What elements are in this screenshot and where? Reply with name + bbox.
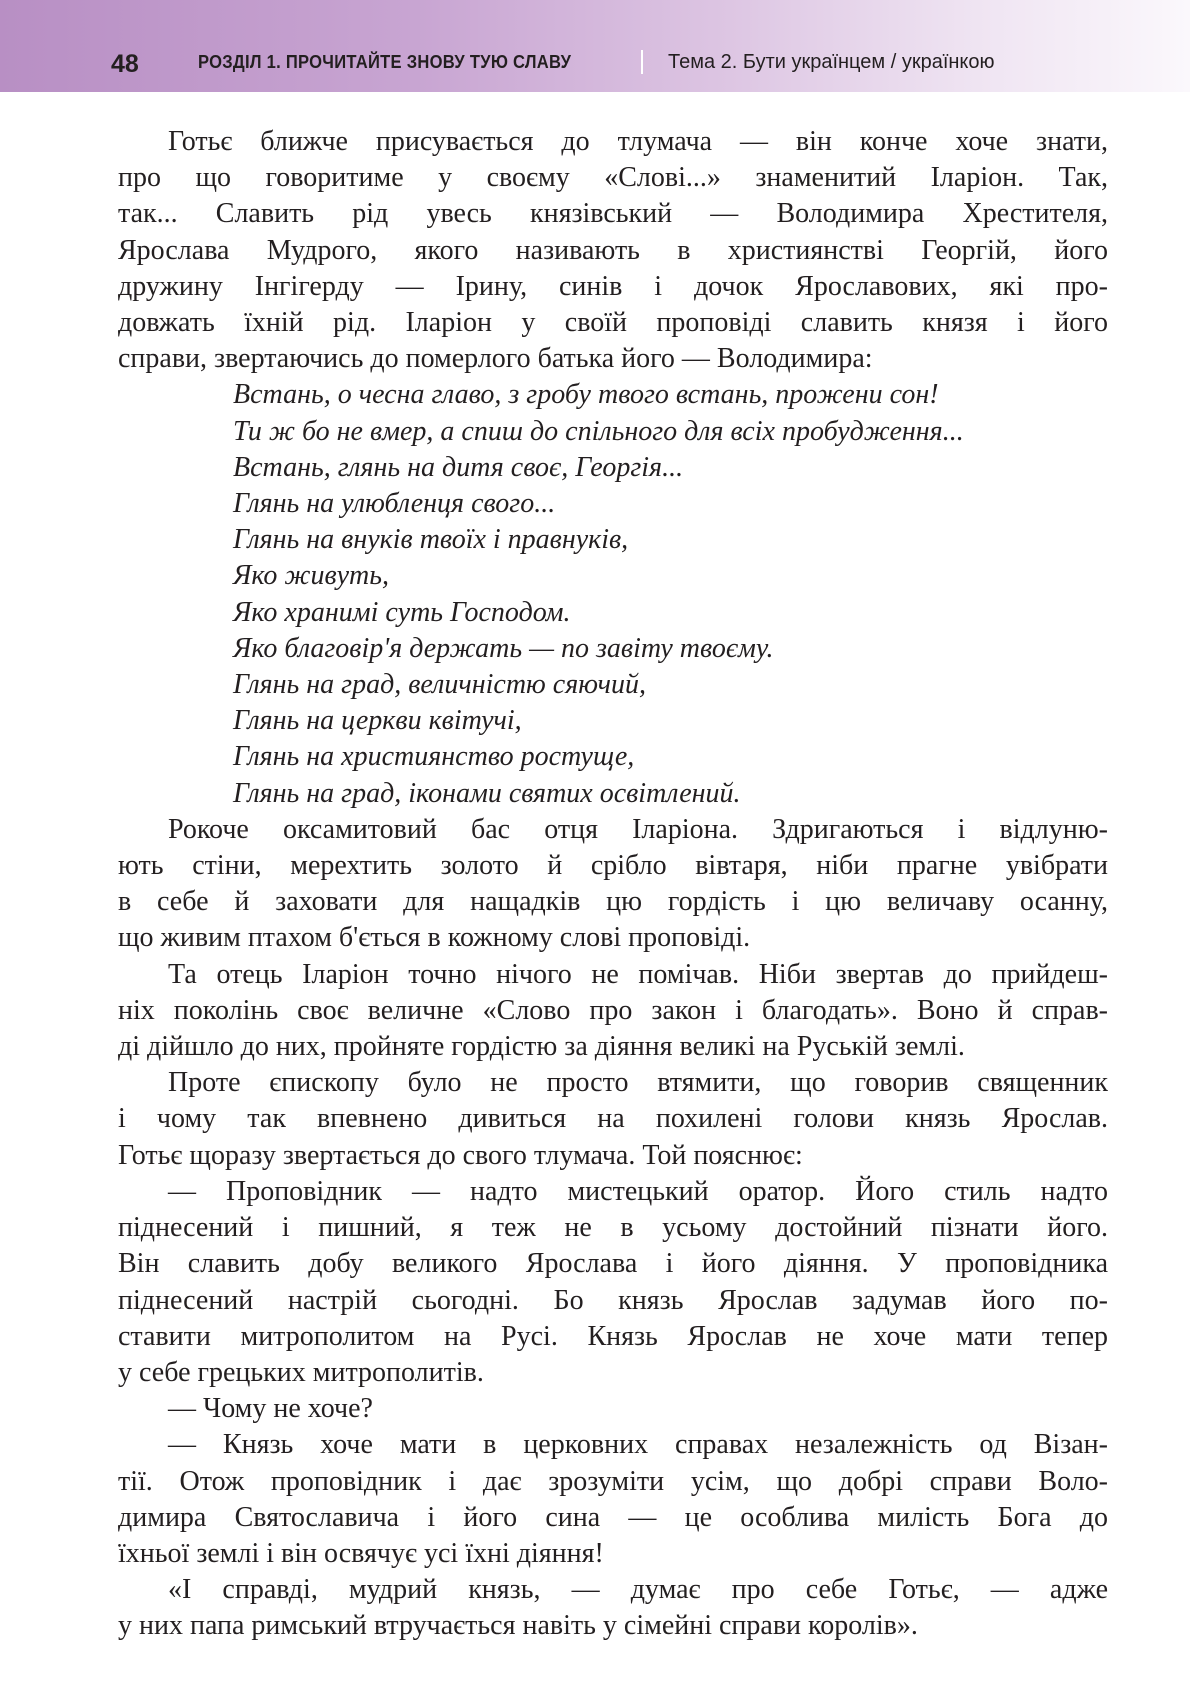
verse-line: Глянь на улюбленця свого... bbox=[233, 488, 556, 520]
paragraph-line: що живим птахом б'ється в кожному слові проповіді. bbox=[118, 922, 751, 954]
verse-line: Яко благовір'я держать — по завіту твоєму. bbox=[233, 632, 774, 664]
paragraph bbox=[118, 957, 1108, 1066]
paragraph-line: в себе й заховати для нащадків цю гордість і цю величаву осанну, bbox=[118, 886, 1108, 918]
sermon-verse bbox=[118, 377, 1108, 811]
paragraph-line: димира Святославича і його сина — це особлива милість Бога до bbox=[118, 1501, 1108, 1533]
paragraph-line: Він славить добу великого Ярослава і його діяння. У проповідника bbox=[118, 1248, 1108, 1280]
paragraph-line: «І справді, мудрий князь, — думає про себе Готьє, — адже bbox=[168, 1574, 1108, 1606]
paragraph bbox=[118, 1572, 1108, 1644]
verse-line: Глянь на град, величністю сяючий, bbox=[233, 669, 646, 701]
intro-paragraphs bbox=[118, 124, 1108, 377]
page-body bbox=[118, 124, 1108, 1645]
paragraph-line: у себе грецьких митрополитів. bbox=[118, 1356, 484, 1388]
paragraph-line: піднесений настрій сьогодні. Бо князь Ярослав задумав його по- bbox=[118, 1284, 1108, 1316]
verse-line: Встань, о чесна главо, з гробу твого встань, прожени сон! bbox=[233, 379, 939, 411]
verse-line: Ти ж бо не вмер, а спиш до спільного для всіх пробудження... bbox=[233, 415, 964, 447]
section-title: РОЗДІЛ 1. ПРОЧИТАЙТЕ ЗНОВУ ТУЮ СЛАВУ bbox=[198, 52, 572, 72]
verse-line: Яко живуть, bbox=[233, 560, 390, 592]
paragraph-line: тії. Отож проповідник і дає зрозуміти усім, що добрі справи Воло- bbox=[118, 1465, 1108, 1497]
paragraph-line: Готьє ближче присувається до тлумача — він конче хоче знати, bbox=[168, 126, 1108, 157]
page-number: 48 bbox=[111, 50, 139, 78]
paragraph-line: так... Славить рід увесь князівський — Володимира Хрестителя, bbox=[118, 198, 1108, 230]
paragraph-line: ніх поколінь своє величне «Слово про закон і благодать». Воно й справ- bbox=[118, 994, 1108, 1026]
paragraph-line: ставити митрополитом на Русі. Князь Ярослав не хоче мати тепер bbox=[118, 1320, 1108, 1352]
paragraph-line: ді дійшло до них, пройняте гордістю за діяння великі на Руській землі. bbox=[118, 1031, 965, 1063]
paragraph-line: справи, звертаючись до померлого батька його — Володимира: bbox=[118, 343, 873, 375]
paragraph bbox=[118, 1065, 1108, 1174]
topic-title: Тема 2. Бути українцем / українкою bbox=[668, 51, 995, 73]
paragraph-line: Та отець Іларіон точно нічого не помічав. Ніби звертав до прийдеш- bbox=[168, 958, 1108, 990]
paragraph-line: — Чому не хоче? bbox=[168, 1393, 373, 1425]
paragraph-line: у них папа римський втручається навіть у сімейні справи королів». bbox=[118, 1610, 918, 1642]
verse-line: Глянь на град, іконами святих освітлений. bbox=[233, 777, 741, 809]
paragraph-line: Рокоче оксамитовий бас отця Іларіона. Здригаються і відлуню- bbox=[168, 813, 1108, 845]
paragraph-line: піднесений і пишний, я теж не в усьому достойний пізнати його. bbox=[118, 1212, 1108, 1244]
paragraph-line: і чому так впевнено дивиться на похилені голови князь Ярослав. bbox=[118, 1103, 1108, 1135]
paragraph-line: Ярослава Мудрого, якого називають в християнстві Георгій, його bbox=[118, 234, 1108, 266]
paragraph-line: ють стіни, мерехтить золото й срібло вівтаря, ніби прагне увібрати bbox=[118, 850, 1108, 882]
paragraph bbox=[118, 1427, 1108, 1572]
verse-line: Глянь на церкви квітучі, bbox=[233, 705, 522, 737]
paragraph bbox=[118, 1174, 1108, 1391]
page-header bbox=[0, 0, 1190, 92]
paragraph-line: про що говоритиме у своєму «Слові...» знаменитий Іларіон. Так, bbox=[118, 162, 1108, 194]
verse-line: Глянь на християнство ростуще, bbox=[233, 741, 635, 773]
header-divider bbox=[641, 50, 643, 74]
verse-line: Встань, глянь на дитя своє, Георгія... bbox=[233, 451, 684, 483]
paragraph-line: їхньої землі і він освячує усі їхні діяння! bbox=[118, 1537, 604, 1569]
paragraph bbox=[118, 1391, 1108, 1427]
paragraph-line: — Проповідник — надто мистецький оратор. Його стиль надто bbox=[168, 1175, 1108, 1207]
verse-line: Глянь на внуків твоїх і правнуків, bbox=[233, 524, 629, 556]
paragraph bbox=[118, 812, 1108, 957]
paragraph-line: Проте єпископу було не просто втямити, що говорив священник bbox=[168, 1067, 1108, 1099]
paragraph-line: Готьє щоразу звертається до свого тлумача. Той пояснює: bbox=[118, 1139, 803, 1171]
paragraph-line: дружину Інгігерду — Ірину, синів і дочок Ярославових, які про- bbox=[118, 270, 1108, 302]
verse-line: Яко хранимі суть Господом. bbox=[233, 596, 571, 628]
paragraph-line: — Князь хоче мати в церковних справах незалежність од Візан- bbox=[168, 1429, 1108, 1461]
paragraph bbox=[118, 124, 1108, 377]
paragraph-line: довжать їхній рід. Іларіон у своїй проповіді славить князя і його bbox=[118, 307, 1108, 339]
narrative-paragraphs bbox=[118, 812, 1108, 1645]
